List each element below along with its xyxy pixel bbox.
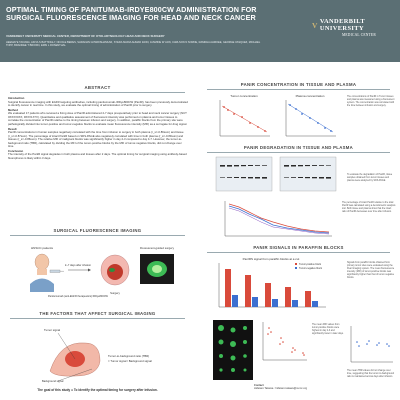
mfi-scatter <box>259 320 309 366</box>
plasma-line <box>229 206 329 233</box>
factors-title: THE FACTORS THAT AFFECT SURGICAL IMAGING <box>39 311 156 316</box>
series-line <box>229 208 329 234</box>
result-heading: Result <box>8 126 17 131</box>
gel-tissue <box>216 157 272 191</box>
surgery-icon <box>101 255 129 285</box>
paraffin-section-title: PANIR SIGNALS IN PARAFFIN BLOCKS <box>253 245 344 250</box>
study-goal: The goal of this study = To identify the optimal timing for surgery after infusion. <box>37 388 158 392</box>
tissue-icon <box>50 343 100 376</box>
plasma-points <box>289 104 332 132</box>
affiliation: VANDERBILT UNIVERSITY MEDICAL CENTER, DEPARTMENT OF OTOLARYNGOLOGY-HEAD AND NECK SURGERY <box>6 34 165 38</box>
mfi-note: The mean MFI values from tumor-positive blocks were highest in day 2-3 and significantly lower in later days. <box>312 324 344 335</box>
contact-email: Hidetaro Takawa : hidetaro.takawa@vumc.org <box>254 387 308 391</box>
surgery-label: Surgery <box>110 291 120 295</box>
data-point <box>223 106 225 108</box>
paraffin-chart-title: PanIRS signal from paraffin blocks at a cut <box>242 257 300 261</box>
concentration-note: The concentrations of PanIR in Tumor tissues and plasma was measured using a fluorescent system. The concentration was correlated with the time between infusion and surgery. <box>347 96 395 107</box>
bar <box>305 291 311 307</box>
abstract-title: ABSTRACT <box>84 85 111 90</box>
data-point <box>233 113 235 115</box>
data-point <box>317 122 319 124</box>
divider <box>10 92 185 93</box>
poster-header <box>0 0 400 62</box>
logo-name: VANDERBILT UNIVERSITY <box>319 18 365 32</box>
data-point <box>227 109 229 111</box>
paraffin-chart <box>211 255 341 315</box>
poster-title: OPTIMAL TIMING OF PANITUMAB-IRDYE800CW ADMINISTRATION FOR SURGICAL FLUORESCENCE IMAGING FOR HEAD AND NECK CANCER <box>6 5 257 23</box>
degradation-section-title: PANIR DEGRADATION IN TISSUE AND PLASMA <box>243 145 354 150</box>
intact-ratio-chart <box>217 198 337 242</box>
concentration-charts <box>212 92 342 144</box>
tbr-scatter <box>347 324 395 368</box>
legend-negative: Tumor-negative block <box>299 267 322 270</box>
data-point <box>295 108 297 110</box>
right-column <box>197 62 400 400</box>
divider <box>207 89 390 90</box>
patient-head-icon <box>30 254 54 292</box>
days-label: 2~7 days after infusion <box>64 264 92 267</box>
data-point <box>301 113 303 115</box>
left-column <box>0 62 195 400</box>
divider <box>10 235 185 236</box>
bar <box>245 275 251 307</box>
conclusion-text: The intensity of the PanIR signal degrades in both plasma and tissues after 2 days. The optimal timing for surgical imaging using antibody-based fluorophores is likely within 3 days. <box>8 152 187 160</box>
tbr-points <box>356 340 390 347</box>
bar <box>252 297 258 307</box>
data-point <box>330 130 332 132</box>
data-point <box>324 127 326 129</box>
bar <box>265 283 271 307</box>
data-point <box>289 104 291 106</box>
bar <box>272 299 278 307</box>
data-point <box>241 116 243 118</box>
contact-block <box>254 384 307 390</box>
dose-label: Panitumumab (anti-EGFR therapeutics) IRDye800CW <box>48 295 108 298</box>
sds-page-gels <box>212 155 342 195</box>
logo-sub: MEDICAL CENTER <box>342 33 376 37</box>
divider <box>207 252 390 253</box>
paraffin-note: Signals from paraffin blocks obtained from primary tumor sites were evaluated using the Pearl imaging system. The mean fluorescence intensity (MFI) of tumor-positive blocks was significantly higher than that of tumor-negative blocks. <box>347 262 395 279</box>
tumor-signal-label: Tumor signal <box>44 328 61 332</box>
background-signal-label: Background signal <box>42 380 64 383</box>
specimen-label: Fluorescent-guided surgery <box>139 246 175 250</box>
gel-plasma <box>280 157 336 191</box>
contact-label: Contact <box>254 384 264 387</box>
concentration-section-title: PANIR CONCENTRATION IN TISSUE AND PLASMA <box>240 82 357 87</box>
tumor-chart-title: Tumor concentration <box>230 94 258 98</box>
factors-figure <box>40 321 160 383</box>
bar <box>285 287 291 307</box>
tbr-note: The mean TBR values did not change over time, suggesting that the tumor-to-background ratio is maintained across days after infusion. <box>347 370 394 378</box>
method-text: We evaluated 17 patients who received a fixing dose of PanIR administered 2-7 days preoperatively prior to head and neck cancer surgery (NCT 0XXXX0XX, 9XXX1X7X). Quantitative and qualitative assessment of fluorescent intensity was performed on plasma and tumor tissues to correlate the concentration of PanIR relative to the timing between infusion and surgery. In addition, paraffin blocks from the primary site were pathologically divided into tumor-positive and tumor-negative blocks to evaluate mean fluorescence intensity (MFI) as a surrogate for drug signal. <box>8 111 188 126</box>
result-text: PanIR concentrations in human samples negatively correlated with the time from infusion to surgery in both plasma (r_s=-0.86sum) and tissue (r_s=-0.87sum). The percentage of intact PanIR based on SDS-PAGE also negatively correlated with time in both plasma (r_s=-0.89sum) and tissues (r_s=-0.86sum). The relative MFI of malignant blocks was significantly higher in day 2-3 compared to day 4-7. However, the tumor-to-background ratio (TBR), calculated by dividing the MFI of the tumor-positive blocks by the MFI of tumor-negative blocks, did not change over time. <box>8 130 184 149</box>
legend-positive: Tumor-positive block <box>299 263 321 266</box>
bar <box>232 295 238 307</box>
surgical-imaging-figure <box>20 240 180 302</box>
legend-swatch <box>295 263 297 265</box>
tbr-formula: = Tumor signal / Background signal <box>108 359 152 363</box>
university-logo <box>312 18 394 37</box>
data-point <box>257 126 259 128</box>
conclusion-heading: Conclusion <box>8 148 24 153</box>
method-heading: Method <box>8 107 18 112</box>
hnscc-label: HNSCC patients <box>30 246 54 250</box>
logo-mark-icon: V <box>312 20 318 30</box>
abstract-body <box>8 96 188 161</box>
arrowhead-icon <box>88 269 91 272</box>
divider <box>10 318 185 319</box>
intro-text: Surgical fluorescence imaging with EGFR targeting antibodies, including panitumumab-IRDye800CW (PanIR), has been previously demonstrated to identify cancer in real time. In this study, we evaluate the optimal timing of administration of PanIR prior to surgery. <box>8 99 188 108</box>
bar <box>312 301 318 307</box>
intro-heading: Introduction <box>8 96 25 101</box>
divider <box>207 152 390 153</box>
data-point <box>309 117 311 119</box>
fluorescence-images <box>211 318 255 382</box>
authors: HEEMAYE TAKAWA, AKIVA S BATTINGLY, NICOLE BERES, SHRANAN GOWRISHANKAR, SYEDA MARIA AHMAD ZAIDI, JASMINE W JAIN, CARLSON N SORNE, RAMDHA AHMOEE, GEORGE VASQUEZ, MICHAEL TOPP, BRANDEE T BROWN, ERIN L ROSENTHAL <box>6 41 261 48</box>
data-point <box>264 130 266 132</box>
degradation-note: To evaluate the degradation of PanIR, tissue samples obtained from tumor tissues and plasma were analyzed by SDS-PAGE. <box>347 174 393 182</box>
tbr-label: Tumor-to-background ratio (TBR) <box>108 354 150 358</box>
sfi-title: SURGICAL FLUORESCENCE IMAGING <box>53 228 142 233</box>
fluorescence-image-icon <box>140 254 174 284</box>
intact-note: The percentage of intact PanIR relative to the total PanIR was calculated using a densitometric analysis tool. Both tissue and plasma show that the intact ratio of PanIR decreases over time after infusion. <box>342 202 396 213</box>
data-point <box>249 122 251 124</box>
syringe-icon <box>50 270 64 273</box>
bar <box>225 269 231 307</box>
plasma-chart-title: Plasma concentration <box>295 94 325 98</box>
mfi-points <box>267 327 305 356</box>
bar <box>292 300 298 307</box>
legend-swatch <box>295 267 297 269</box>
